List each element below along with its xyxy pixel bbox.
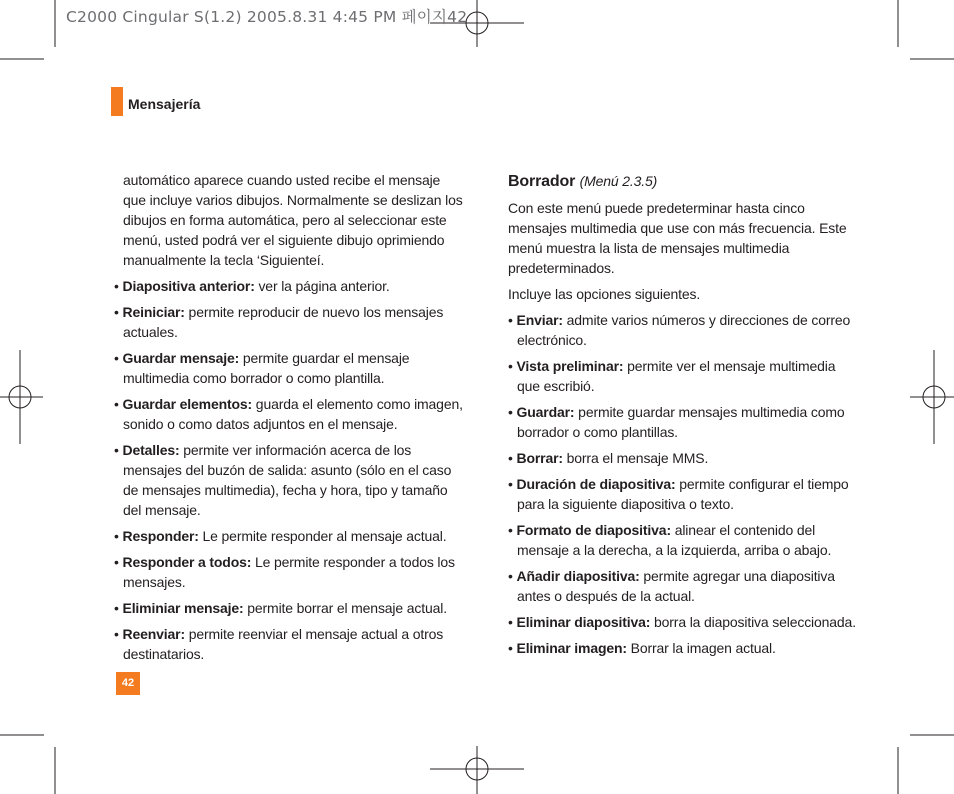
bullet-term: Enviar: <box>516 312 563 328</box>
bullet-dot: • <box>508 404 517 420</box>
bullet-term: Responder a todos: <box>122 554 252 570</box>
bullet-description: borra la diapositiva seleccionada. <box>650 614 856 630</box>
bullet-dot: • <box>114 600 123 616</box>
bullet-description: borra el mensaje MMS. <box>562 450 709 466</box>
right-column <box>508 171 858 664</box>
bullet-item <box>508 474 858 514</box>
bullet-dot: • <box>508 476 517 492</box>
registration-mark-right <box>910 350 954 444</box>
right-bullet-list <box>508 310 858 658</box>
borrador-heading <box>508 171 858 192</box>
left-column <box>114 170 464 670</box>
bullet-dot: • <box>114 350 123 366</box>
intro-paragraph: automático aparece cuando usted recibe el mensaje que incluye varios dibujos. Normalmente se deslizan los dibujos en forma automática, pero al seleccionar este menú, usted podrá ver el siguiente dibujo oprimiendo manualmente la tecla ‘Siguienteí. <box>123 172 463 268</box>
bullet-description: permite guardar el mensaje multimedia como borrador o como plantilla. <box>123 350 410 386</box>
bullet-term: Vista preliminar: <box>516 358 624 374</box>
bullet-dot: • <box>114 304 123 320</box>
bullet-item <box>508 520 858 560</box>
bullet-description: permite borrar el mensaje actual. <box>243 600 447 616</box>
print-header: C2000 Cingular S(1.2) 2005.8.31 4:45 PM 페이지42 <box>66 8 468 26</box>
bullet-description: permite configurar el tiempo para la siguiente diapositiva o texto. <box>517 476 849 512</box>
bullet-item <box>114 526 464 546</box>
bullet-description: guarda el elemento como imagen, sonido o como datos adjuntos en el mensaje. <box>123 396 463 432</box>
bullet-item <box>508 356 858 396</box>
bullet-item <box>508 402 858 442</box>
bullet-term: Detalles: <box>122 442 180 458</box>
bullet-term: Borrar: <box>516 450 563 466</box>
bullet-dot: • <box>114 528 123 544</box>
registration-mark-left <box>0 350 43 444</box>
bullet-item <box>114 276 464 296</box>
heading-menu-ref: (Menú 2.3.5) <box>579 173 658 189</box>
bullet-item <box>508 612 858 632</box>
bullet-dot: • <box>508 358 517 374</box>
borrador-description: Con este menú puede predeterminar hasta cinco mensajes multimedia que use con más frecuencia. Este menú muestra la lista de mensajes multimedia predeterminados. <box>508 200 847 276</box>
bullet-item <box>114 598 464 618</box>
bullet-term: Formato de diapositiva: <box>516 522 671 538</box>
bullet-term: Añadir diapositiva: <box>516 568 640 584</box>
bullet-item <box>508 638 858 658</box>
bullet-dot: • <box>508 568 517 584</box>
bullet-dot: • <box>508 640 517 656</box>
bullet-term: Eliminar imagen: <box>516 640 627 656</box>
registration-mark-bottom <box>430 746 524 794</box>
bullet-description: Le permite responder a todos los mensajes. <box>123 554 455 590</box>
bullet-item <box>114 440 464 520</box>
bullet-dot: • <box>508 614 517 630</box>
bullet-description: ver la página anterior. <box>254 278 390 294</box>
bullet-term: Guardar: <box>516 404 575 420</box>
bullet-dot: • <box>114 278 123 294</box>
bullet-dot: • <box>114 396 123 412</box>
bullet-item <box>114 552 464 592</box>
options-intro: Incluye las opciones siguientes. <box>508 286 701 302</box>
section-tab-marker <box>111 87 123 116</box>
bullet-item <box>508 566 858 606</box>
section-title: Mensajería <box>128 96 201 112</box>
bullet-item <box>508 448 858 468</box>
bullet-item <box>508 310 858 350</box>
bullet-term: Guardar elementos: <box>122 396 253 412</box>
bullet-dot: • <box>114 442 123 458</box>
left-bullet-list <box>114 276 464 664</box>
bullet-term: Responder: <box>122 528 199 544</box>
bullet-term: Diapositiva anterior: <box>122 278 255 294</box>
bullet-dot: • <box>508 312 517 328</box>
bullet-term: Eliminar diapositiva: <box>516 614 651 630</box>
bullet-term: Reiniciar: <box>122 304 185 320</box>
bullet-description: Borrar la imagen actual. <box>626 640 776 656</box>
bullet-term: Eliminiar mensaje: <box>122 600 244 616</box>
bullet-item <box>114 302 464 342</box>
bullet-description: permite ver información acerca de los mensajes del buzón de salida: asunto (sólo en el caso de mensajes multimedia), fecha y hora, tipo y tamaño del mensaje. <box>123 442 452 518</box>
bullet-description: permite ver el mensaje multimedia que escribió. <box>517 358 836 394</box>
bullet-term: Duración de diapositiva: <box>516 476 676 492</box>
bullet-description: alinear el contenido del mensaje a la derecha, a la izquierda, arriba o abajo. <box>517 522 832 558</box>
bullet-description: permite reenviar el mensaje actual a otros destinatarios. <box>123 626 444 662</box>
page-number: 42 <box>116 672 140 695</box>
bullet-description: admite varios números y direcciones de correo electrónico. <box>517 312 851 348</box>
bullet-description: permite reproducir de nuevo los mensajes actuales. <box>123 304 444 340</box>
bullet-item <box>114 394 464 434</box>
bullet-term: Reenviar: <box>122 626 185 642</box>
bullet-item <box>114 624 464 664</box>
bullet-term: Guardar mensaje: <box>122 350 240 366</box>
bullet-description: Le permite responder al mensaje actual. <box>198 528 447 544</box>
bullet-description: permite guardar mensajes multimedia como borrador o como plantillas. <box>517 404 845 440</box>
bullet-dot: • <box>508 450 517 466</box>
bullet-dot: • <box>114 554 123 570</box>
bullet-description: permite agregar una diapositiva antes o después de la actual. <box>517 568 835 604</box>
bullet-item <box>114 348 464 388</box>
heading-title: Borrador <box>508 173 576 190</box>
bullet-dot: • <box>508 522 517 538</box>
bullet-dot: • <box>114 626 123 642</box>
